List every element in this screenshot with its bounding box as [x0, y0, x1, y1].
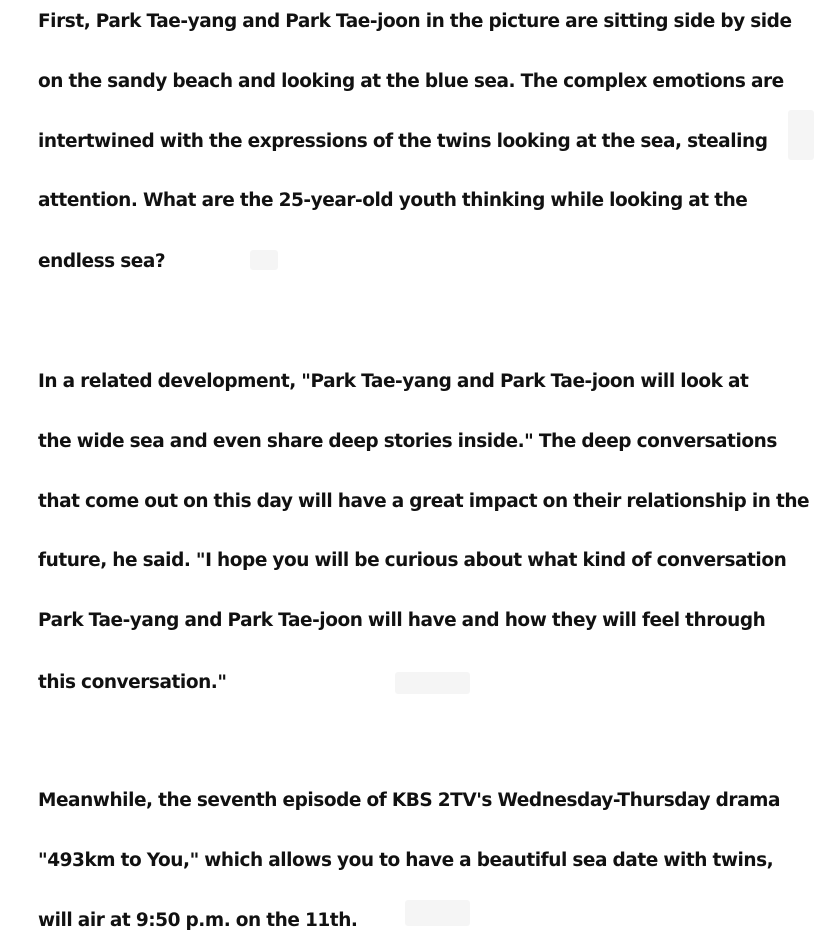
scan-smudge — [250, 250, 278, 270]
text-line: First, Park Tae-yang and Park Tae-joon in the picture are sitting side by side — [38, 11, 792, 32]
text-line: will air at 9:50 p.m. on the 11th. — [38, 910, 358, 931]
text-line: on the sandy beach and looking at the blue sea. The complex emotions are — [38, 71, 784, 92]
text-line: "493km to You," which allows you to have a beautiful sea date with twins, — [38, 850, 774, 871]
text-line: endless sea? — [38, 251, 166, 272]
text-line: future, he said. "I hope you will be curious about what kind of conversation — [38, 550, 787, 571]
text-line: intertwined with the expressions of the twins looking at the sea, stealing — [38, 131, 768, 152]
text-line: Park Tae-yang and Park Tae-joon will have and how they will feel through — [38, 610, 766, 631]
text-line: this conversation." — [38, 672, 227, 693]
text-line: attention. What are the 25-year-old youth thinking while looking at the — [38, 190, 748, 211]
scan-smudge — [405, 900, 470, 926]
text-line: that come out on this day will have a great impact on their relationship in the — [38, 491, 810, 512]
text-line: Meanwhile, the seventh episode of KBS 2TV's Wednesday-Thursday drama — [38, 790, 780, 811]
text-line: the wide sea and even share deep stories inside." The deep conversations — [38, 431, 777, 452]
text-line: In a related development, "Park Tae-yang and Park Tae-joon will look at — [38, 371, 749, 392]
scan-smudge — [788, 110, 814, 160]
scan-smudge — [395, 672, 470, 694]
